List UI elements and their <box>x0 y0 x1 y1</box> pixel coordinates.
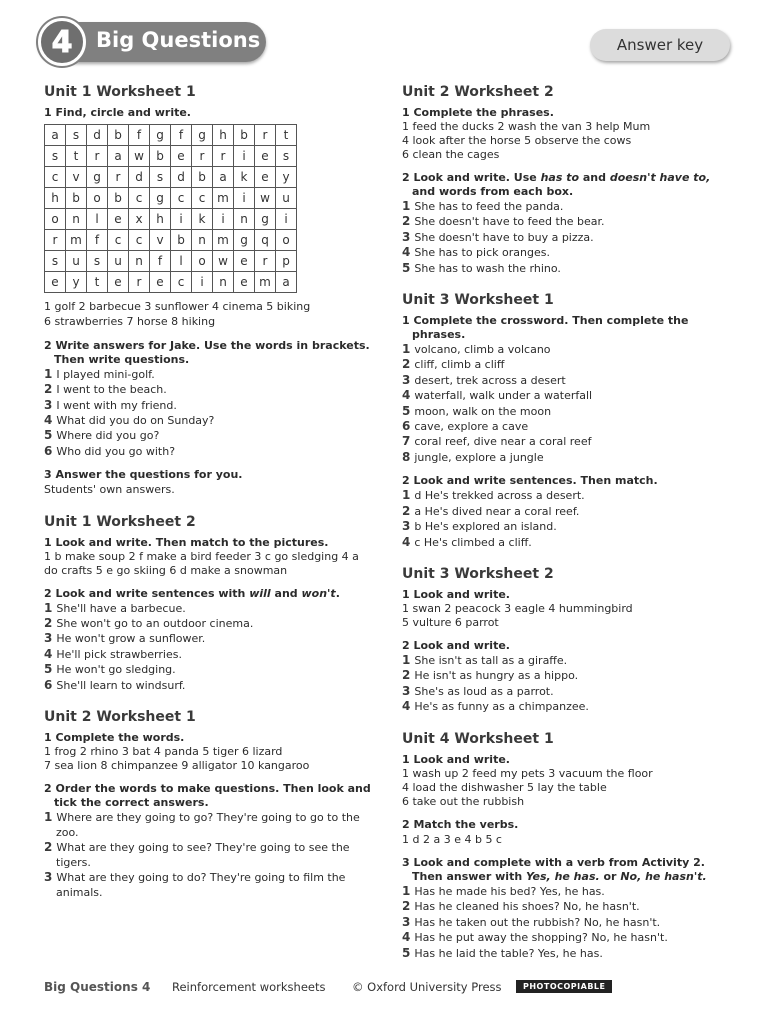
unit-heading: Unit 2 Worksheet 2 <box>402 84 554 100</box>
answer-line: 5 vulture 6 parrot <box>402 615 499 629</box>
grid-cell: s <box>87 251 108 272</box>
footer-copyright: © Oxford University Press <box>352 980 502 994</box>
grid-cell: b <box>66 188 87 209</box>
item-text: Where are they going to go? They're going to go to the zoo. <box>56 811 360 839</box>
grid-cell: r <box>87 146 108 167</box>
answer-item <box>44 840 374 870</box>
item-text: moon, walk on the moon <box>414 404 552 418</box>
item-text: Who did you go with? <box>56 444 176 458</box>
answer-line: 4 look after the horse 5 observe the cows <box>402 134 632 147</box>
grid-cell: i <box>171 209 192 230</box>
item-number: 1 <box>44 600 53 615</box>
item-text: I played mini-golf. <box>56 367 155 381</box>
answer-item <box>402 535 732 550</box>
grid-cell: c <box>129 230 150 251</box>
grid-row <box>45 272 297 293</box>
grid-cell: d <box>171 167 192 188</box>
item-number: 4 <box>44 646 53 661</box>
item-number: 4 <box>402 699 411 714</box>
grid-cell: r <box>255 125 276 146</box>
item-text: I went to the beach. <box>56 383 167 397</box>
grid-cell: p <box>276 251 297 272</box>
item-number: 2 <box>402 899 411 914</box>
item-text: She'll have a barbecue. <box>56 601 186 615</box>
grid-cell: e <box>234 251 255 272</box>
answer-key-label: Answer key <box>590 29 730 61</box>
answer-item <box>402 668 732 683</box>
grid-cell: o <box>192 251 213 272</box>
grid-cell: v <box>150 230 171 251</box>
answer-item <box>402 199 732 214</box>
task-instruction: 1 Look and write. <box>402 587 510 601</box>
answer-item <box>44 444 374 459</box>
item-number: 1 <box>402 883 411 898</box>
grid-cell: v <box>66 167 87 188</box>
item-text: She has to feed the panda. <box>414 200 564 213</box>
level-badge <box>38 22 266 62</box>
answer-line: 6 clean the cages <box>402 148 500 161</box>
word-search-grid <box>44 124 297 293</box>
grid-cell: d <box>87 125 108 146</box>
item-text: coral reef, dive near a coral reef <box>414 435 592 449</box>
grid-row <box>45 251 297 272</box>
grid-cell: b <box>192 167 213 188</box>
item-number: 3 <box>402 519 411 534</box>
answer-item <box>402 899 732 914</box>
task-instruction: 3 Answer the questions for you. <box>44 468 243 482</box>
answer-item <box>44 398 374 413</box>
item-text: c He's climbed a cliff. <box>414 535 532 549</box>
grid-cell: h <box>213 125 234 146</box>
item-number: 6 <box>44 677 53 692</box>
grid-cell: s <box>66 125 87 146</box>
answer-item <box>44 616 374 631</box>
task-instruction: 2 Look and write sentences with will and won't. <box>44 586 340 600</box>
answer-list <box>402 884 732 961</box>
answer-line: 1 feed the ducks 2 wash the van 3 help Mum <box>402 120 651 133</box>
grid-cell: e <box>108 272 129 293</box>
answer-item <box>402 488 732 503</box>
answer-item <box>402 930 732 945</box>
grid-cell: u <box>66 251 87 272</box>
item-text: Has he put away the shopping? No, he hasn't. <box>414 931 668 945</box>
answer-item <box>402 699 732 714</box>
answer-list <box>402 488 732 550</box>
item-text: He won't go sledging. <box>56 663 176 677</box>
grid-cell: h <box>150 209 171 230</box>
grid-cell: e <box>45 272 66 293</box>
grid-cell: c <box>192 188 213 209</box>
item-number: 1 <box>402 199 411 213</box>
grid-cell: s <box>276 146 297 167</box>
item-number: 3 <box>402 372 411 387</box>
grid-cell: b <box>108 188 129 209</box>
answer-item <box>402 519 732 534</box>
grid-cell: x <box>129 209 150 230</box>
item-text: She doesn't have to feed the bear. <box>414 215 605 229</box>
grid-cell: m <box>213 230 234 251</box>
grid-cell: r <box>192 146 213 167</box>
answer-item <box>402 373 732 388</box>
item-text: cave, explore a cave <box>414 420 529 434</box>
answer-list <box>44 367 374 459</box>
item-number: 3 <box>402 914 411 929</box>
answer-item <box>44 662 374 677</box>
grid-cell: f <box>87 230 108 251</box>
item-text: d He's trekked across a desert. <box>414 489 585 503</box>
item-number: 5 <box>44 662 53 677</box>
grid-row <box>45 230 297 251</box>
item-text: She doesn't have to buy a pizza. <box>414 230 594 244</box>
unit-heading: Unit 2 Worksheet 1 <box>44 709 196 726</box>
grid-cell: e <box>150 272 171 293</box>
grid-cell: n <box>234 209 255 230</box>
answer-list <box>402 342 732 465</box>
page-footer <box>44 980 744 1000</box>
item-number: 6 <box>402 419 411 434</box>
footer-title: Big Questions 4 <box>44 980 151 994</box>
item-text: What are they going to see? They're going to see the tigers. <box>56 841 350 869</box>
answer-line: 1 b make soup 2 f make a bird feeder 3 c go sledging 4 a do crafts 5 e go skiing 6 d make a snowman <box>44 549 359 577</box>
item-number: 2 <box>44 382 53 397</box>
item-text: He isn't as hungry as a hippo. <box>414 669 579 683</box>
grid-cell: i <box>234 146 255 167</box>
item-number: 8 <box>402 449 411 464</box>
answer-item <box>44 870 374 900</box>
grid-cell: g <box>255 209 276 230</box>
unit-heading: Unit 1 Worksheet 1 <box>44 84 196 100</box>
item-number: 1 <box>402 652 411 667</box>
unit-heading: Unit 1 Worksheet 2 <box>44 513 196 530</box>
answer-item <box>44 367 374 382</box>
task-instruction: 2 Look and write. <box>402 638 510 652</box>
item-text: Has he laid the table? Yes, he has. <box>414 946 603 960</box>
answer-line: 1 wash up 2 feed my pets 3 vacuum the floor <box>402 766 653 780</box>
grid-cell: u <box>276 188 297 209</box>
grid-cell: q <box>255 230 276 251</box>
photocopiable-badge: PHOTOCOPIABLE <box>516 980 612 993</box>
grid-cell: l <box>87 209 108 230</box>
item-text: He'll pick strawberries. <box>56 647 182 661</box>
answer-list <box>402 199 732 276</box>
grid-cell: b <box>108 125 129 146</box>
grid-cell: a <box>213 167 234 188</box>
grid-cell: g <box>192 125 213 146</box>
task-instruction: 2 Look and write sentences. Then match. <box>402 474 658 488</box>
answer-list <box>402 653 732 715</box>
item-number: 2 <box>44 840 53 855</box>
answer-list <box>44 810 374 900</box>
grid-cell: i <box>213 209 234 230</box>
item-text: desert, trek across a desert <box>414 373 566 387</box>
answer-list <box>44 601 374 693</box>
answer-item <box>402 342 732 357</box>
item-text: She has to pick oranges. <box>414 246 550 260</box>
grid-row <box>45 167 297 188</box>
item-text: She'll learn to windsurf. <box>56 678 186 692</box>
item-text: cliff, climb a cliff <box>414 358 505 372</box>
unit-heading: Unit 3 Worksheet 1 <box>402 292 554 309</box>
grid-cell: i <box>234 188 255 209</box>
grid-cell: m <box>66 230 87 251</box>
task-instruction: 1 Complete the words. <box>44 731 185 745</box>
grid-cell: e <box>255 167 276 188</box>
item-text: He won't grow a sunflower. <box>56 632 206 646</box>
grid-cell: b <box>171 230 192 251</box>
item-number: 3 <box>44 631 53 646</box>
grid-cell: s <box>45 146 66 167</box>
grid-cell: n <box>213 272 234 293</box>
left-column <box>44 84 374 900</box>
answer-line: 1 golf 2 barbecue 3 sunflower 4 cinema 5 biking <box>44 300 311 313</box>
right-column <box>402 84 732 961</box>
grid-cell: i <box>192 272 213 293</box>
item-number: 5 <box>402 945 411 960</box>
answer-item <box>402 504 732 519</box>
answer-item <box>402 946 732 961</box>
item-number: 3 <box>44 870 53 885</box>
unit-heading: Unit 4 Worksheet 1 <box>402 730 554 747</box>
task-instruction: 2 Write answers for Jake. Use the words in brackets. Then write questions. <box>44 338 370 366</box>
grid-cell: r <box>108 167 129 188</box>
answer-item <box>402 915 732 930</box>
item-number: 5 <box>44 428 53 443</box>
task-instruction: 2 Look and write. Use has to and doesn't have to, and words from each box. <box>402 171 711 198</box>
item-number: 3 <box>402 229 411 244</box>
grid-cell: e <box>234 272 255 293</box>
grid-cell: m <box>213 188 234 209</box>
task-instruction: 1 Complete the phrases. <box>402 106 554 119</box>
level-number: 4 <box>51 24 73 60</box>
grid-cell: f <box>129 125 150 146</box>
task-instruction: 2 Match the verbs. <box>402 817 519 831</box>
task-instruction: 1 Look and write. Then match to the pictures. <box>44 535 329 549</box>
answer-item <box>402 434 732 449</box>
item-text: Has he taken out the rubbish? No, he hasn't. <box>414 915 661 929</box>
grid-cell: f <box>150 251 171 272</box>
answer-line: 4 load the dishwasher 5 lay the table <box>402 780 607 794</box>
grid-cell: l <box>171 251 192 272</box>
grid-cell: b <box>234 125 255 146</box>
grid-cell: c <box>108 230 129 251</box>
grid-cell: g <box>87 167 108 188</box>
grid-cell: b <box>150 146 171 167</box>
item-text: She's as loud as a parrot. <box>414 684 554 698</box>
book-title: Big Questions <box>96 28 261 52</box>
item-number: 2 <box>402 357 411 372</box>
answer-item <box>402 884 732 899</box>
item-text: Where did you go? <box>56 429 160 443</box>
answer-line: 6 take out the rubbish <box>402 794 525 808</box>
item-text: What did you do on Sunday? <box>56 414 215 428</box>
footer-subtitle: Reinforcement worksheets <box>172 980 326 994</box>
item-number: 6 <box>44 443 53 458</box>
item-number: 1 <box>402 488 411 503</box>
item-text: volcano, climb a volcano <box>414 343 551 357</box>
item-text: b He's explored an island. <box>414 520 557 534</box>
grid-cell: c <box>45 167 66 188</box>
item-text: Has he cleaned his shoes? No, he hasn't. <box>414 900 640 914</box>
item-number: 4 <box>402 388 411 403</box>
item-number: 1 <box>44 366 53 381</box>
grid-cell: n <box>129 251 150 272</box>
task-instruction: 1 Find, circle and write. <box>44 106 191 119</box>
grid-cell: c <box>171 188 192 209</box>
answer-item <box>402 214 732 229</box>
answer-item <box>44 382 374 397</box>
grid-cell: n <box>66 209 87 230</box>
answer-item <box>44 631 374 646</box>
answer-item <box>402 357 732 372</box>
grid-cell: c <box>171 272 192 293</box>
answer-item <box>44 601 374 616</box>
answer-line: 6 strawberries 7 horse 8 hiking <box>44 315 216 329</box>
answer-item <box>402 450 732 465</box>
grid-row <box>45 188 297 209</box>
grid-cell: s <box>150 167 171 188</box>
grid-cell: i <box>276 209 297 230</box>
grid-cell: u <box>108 251 129 272</box>
answer-item <box>402 653 732 668</box>
grid-cell: r <box>255 251 276 272</box>
answer-line: Students' own answers. <box>44 483 175 497</box>
grid-cell: o <box>276 230 297 251</box>
grid-cell: e <box>171 146 192 167</box>
item-number: 2 <box>402 503 411 518</box>
item-number: 5 <box>402 403 411 418</box>
grid-cell: e <box>108 209 129 230</box>
grid-row <box>45 146 297 167</box>
item-text: He's as funny as a chimpanzee. <box>414 700 589 714</box>
item-number: 1 <box>44 810 53 825</box>
grid-cell: a <box>276 272 297 293</box>
answer-item <box>402 404 732 419</box>
answer-item <box>44 413 374 428</box>
grid-cell: y <box>66 272 87 293</box>
grid-cell: a <box>108 146 129 167</box>
item-text: a He's dived near a coral reef. <box>414 504 580 518</box>
item-number: 3 <box>402 683 411 698</box>
answer-item <box>402 388 732 403</box>
grid-cell: o <box>87 188 108 209</box>
item-number: 3 <box>44 397 53 412</box>
item-number: 5 <box>402 260 411 275</box>
answer-item <box>44 428 374 443</box>
item-text: I went with my friend. <box>56 398 177 412</box>
grid-cell: t <box>87 272 108 293</box>
item-number: 7 <box>402 434 411 449</box>
answer-item <box>402 419 732 434</box>
task-instruction: 1 Look and write. <box>402 752 510 766</box>
grid-row <box>45 209 297 230</box>
grid-cell: y <box>276 167 297 188</box>
answer-item <box>402 261 732 276</box>
answer-line: 1 d 2 a 3 e 4 b 5 c <box>402 832 502 846</box>
grid-cell: n <box>192 230 213 251</box>
grid-row <box>45 125 297 146</box>
grid-cell: k <box>192 209 213 230</box>
item-text: Has he made his bed? Yes, he has. <box>414 884 605 898</box>
item-text: jungle, explore a jungle <box>414 450 544 464</box>
grid-cell: g <box>234 230 255 251</box>
grid-cell: m <box>255 272 276 293</box>
grid-cell: t <box>66 146 87 167</box>
grid-cell: r <box>45 230 66 251</box>
item-number: 4 <box>402 930 411 945</box>
item-number: 2 <box>402 214 411 229</box>
task-instruction: 1 Complete the crossword. Then complete the phrases. <box>402 314 689 342</box>
answer-item <box>44 647 374 662</box>
item-text: What are they going to do? They're going to film the animals. <box>56 871 346 899</box>
grid-cell: g <box>150 125 171 146</box>
item-number: 4 <box>402 534 411 549</box>
unit-heading: Unit 3 Worksheet 2 <box>402 565 554 582</box>
grid-cell: w <box>213 251 234 272</box>
grid-cell: w <box>255 188 276 209</box>
task-instruction: 3 Look and complete with a verb from Activity 2. Then answer with Yes, he has. or No, he hasn't. <box>402 855 707 883</box>
grid-cell: o <box>45 209 66 230</box>
answer-item <box>402 230 732 245</box>
grid-cell: e <box>255 146 276 167</box>
answer-line: 1 frog 2 rhino 3 bat 4 panda 5 tiger 6 lizard <box>44 745 283 759</box>
grid-cell: r <box>129 272 150 293</box>
answer-item <box>44 678 374 693</box>
item-number: 1 <box>402 342 411 357</box>
answer-item <box>402 684 732 699</box>
item-text: She won't go to an outdoor cinema. <box>56 617 254 631</box>
answer-item <box>44 810 374 840</box>
answer-line: 7 sea lion 8 chimpanzee 9 alligator 10 kangaroo <box>44 759 310 773</box>
page-header <box>0 0 768 80</box>
item-text: She isn't as tall as a giraffe. <box>414 653 568 667</box>
item-number: 2 <box>44 616 53 631</box>
grid-cell: d <box>129 167 150 188</box>
item-number: 2 <box>402 668 411 683</box>
grid-cell: s <box>45 251 66 272</box>
item-number: 4 <box>402 245 411 260</box>
grid-cell: c <box>129 188 150 209</box>
answer-line: 1 swan 2 peacock 3 eagle 4 hummingbird <box>402 601 633 615</box>
item-text: waterfall, walk under a waterfall <box>414 389 593 403</box>
task-instruction: 2 Order the words to make questions. Then look and tick the correct answers. <box>44 782 371 810</box>
item-text: She has to wash the rhino. <box>414 261 561 275</box>
grid-cell: w <box>129 146 150 167</box>
grid-cell: g <box>150 188 171 209</box>
answer-item <box>402 245 732 260</box>
level-number-circle <box>38 18 86 66</box>
grid-cell: a <box>45 125 66 146</box>
grid-cell: r <box>213 146 234 167</box>
grid-cell: f <box>171 125 192 146</box>
grid-cell: h <box>45 188 66 209</box>
grid-cell: k <box>234 167 255 188</box>
item-number: 4 <box>44 413 53 428</box>
grid-cell: t <box>276 125 297 146</box>
